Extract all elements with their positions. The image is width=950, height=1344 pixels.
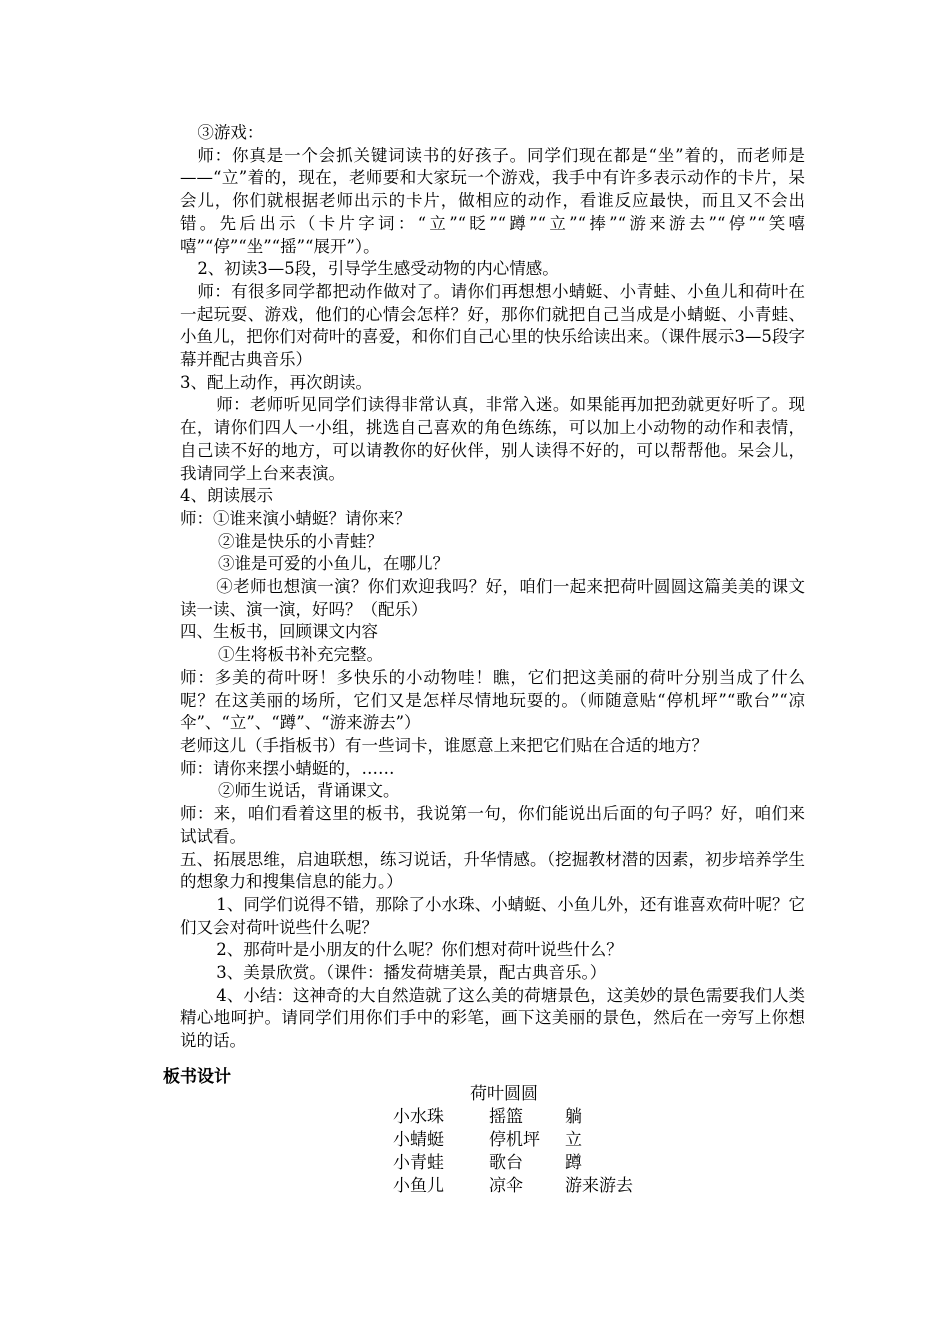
paragraph-teacher-sentences: 师：来，咱们看着这里的板书，我说第一句，你们能说出后面的句子吗？好，咱们来试试看。 [180,804,805,846]
paragraph-first-read: 2、初读3—5段，引导学生感受动物的内心情感。 [197,259,559,279]
board-cell: 游来游去 [565,1176,633,1196]
board-design-heading: 板书设计 [163,1067,231,1087]
paragraph-teacher-groups: 师：老师听见同学们读得非常认真，非常入迷。如果能再加把劲就更好听了。现在，请你们四人一小组，挑选自己喜欢的角色练练，可以加上小动物的动作和表情，自己读不好的地方，可以请教你的好伙伴，别人读得不好的，可以帮帮他。呆会儿，我请同学上台来表演。 [180,395,805,483]
board-cell: 停机坪 [489,1130,540,1150]
board-cell: 凉伞 [489,1176,523,1196]
paragraph-teacher-lotus: 师：多美的荷叶呀！多快乐的小动物哇！瞧，它们把这美丽的荷叶分别当成了什么呢？在这美丽的场所，它们又是怎样尽情地玩耍的。（师随意贴“停机坪”“歌台”“凉伞”、“立”、“蹲”、“游来游去”） [180,667,805,733]
lesson-body [180,122,805,1053]
board-cell: 蹲 [565,1153,582,1173]
game-heading: ③游戏： [197,123,264,142]
board-cell: 歌台 [489,1153,523,1173]
paragraph-who-fish: ③谁是可爱的小鱼儿，在哪儿？ [218,554,449,574]
paragraph-who-frog: ②谁是快乐的小青蛙？ [218,531,383,551]
board-cell: 躺 [565,1107,582,1127]
board-cell: 摇篮 [489,1107,523,1127]
board-cell: 小青蛙 [393,1153,444,1173]
board-cell: 小蜻蜓 [393,1130,444,1150]
paragraph-complete-board: ①生将板书补充完整。 [218,645,383,665]
board-cell: 小水珠 [393,1107,444,1127]
board-cell: 立 [565,1130,582,1150]
board-title: 荷叶圆圆 [470,1084,538,1104]
paragraph-act-read: 3、配上动作，再次朗读。 [180,372,372,392]
paragraph-lotus-is-what: 2、那荷叶是小朋友的什么呢？你们想对荷叶说些什么？ [216,940,623,960]
paragraph-word-cards: 老师这儿（手指板书）有一些词卡，谁愿意上来把它们贴在合适的地方？ [180,735,708,755]
paragraph-scenery: 3、美景欣赏。（课件：播发荷塘美景，配古典音乐。） [216,963,607,983]
paragraph-teacher-feelings: 师：有很多同学都把动作做对了。请你们再想想小蜻蜓、小青蛙、小鱼儿和荷叶在一起玩耍、游戏，他们的心情会怎样？好，那你们就把自己当成是小蜻蜓、小青蛙、小鱼儿，把你们对荷叶的喜爱，和你们自己心里的快乐给读出来。（课件展示3—5段字幕并配古典音乐） [180,281,805,370]
section-five-heading: 五、拓展思维，启迪联想，练习说话，升华情感。（挖掘教材潜的因素，初步培养学生的想象力和搜集信息的能力。） [180,849,805,892]
section-four-heading: 四、生板书，回顾课文内容 [180,622,378,642]
paragraph-recite: ②师生说话，背诵课文。 [218,781,400,801]
paragraph-teacher-game: 师：你真是一个会抓关键词读书的好孩子。同学们现在都是“坐”着的，而老师是——“立”着的，现在，老师要和大家玩一个游戏，我手中有许多表示动作的卡片，呆会儿，你们就根据老师出示的卡片，做相应的动作，看谁反应最快，而且又不会出错。先后出示（卡片字词：“立”“眨”“蹲”“立”“捧”“游来游去”“停”“笑嘻嘻”“停”“坐”“摇”“展开”）。 [180,145,805,256]
board-cell: 小鱼儿 [393,1176,444,1196]
paragraph-teacher-perform: ④老师也想演一演？你们欢迎我吗？好，咱们一起来把荷叶圆圆这篇美美的课文读一读、演一演，好吗？（配乐） [180,577,805,619]
paragraph-place-dragonfly: 师：请你来摆小蜻蜓的，…… [180,758,395,778]
paragraph-who-likes-lotus: 1、同学们说得不错，那除了小水珠、小蜻蜓、小鱼儿外，还有谁喜欢荷叶呢？它们又会对荷叶说些什么呢？ [180,894,805,937]
paragraph-who-dragonfly: 师：①谁来演小蜻蜓？请你来？ [180,508,411,528]
paragraph-summary: 4、小结：这神奇的大自然造就了这么美的荷塘景色，这美妙的景色需要我们人类精心地呵护。请同学们用你们手中的彩笔，画下这美丽的景色，然后在一旁写上你想说的话。 [180,985,805,1051]
paragraph-reading-show: 4、朗读展示 [180,486,273,506]
